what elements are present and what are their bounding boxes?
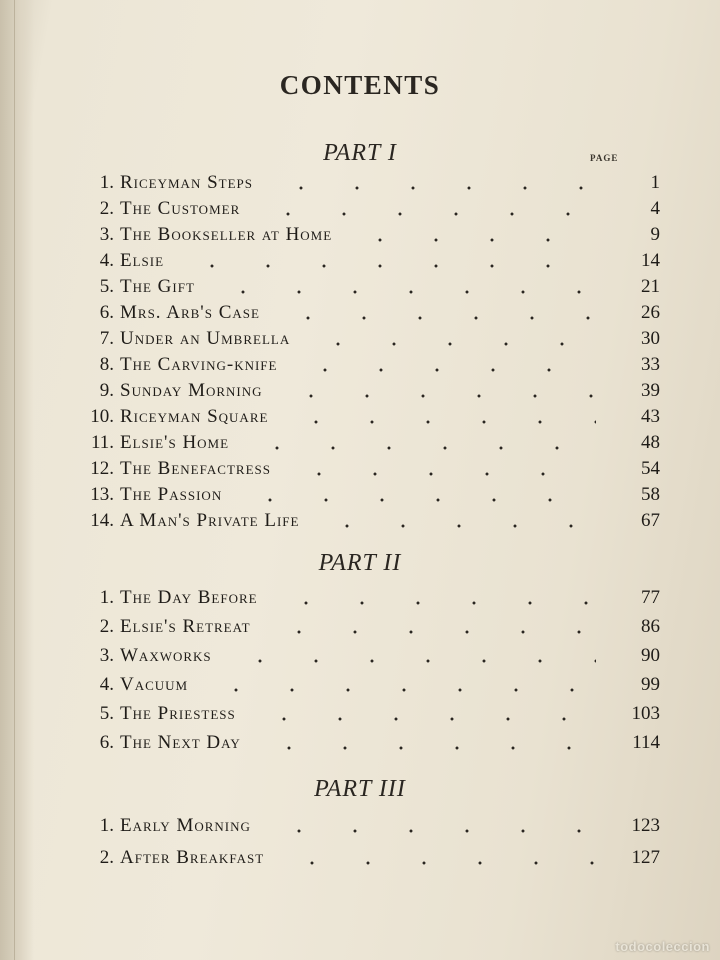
toc-entry <box>60 302 660 328</box>
chapter-page-number: 58 <box>641 484 660 505</box>
chapter-number: 2. <box>99 198 114 219</box>
chapter-number: 7. <box>99 328 114 349</box>
chapter-page-number: 30 <box>641 328 660 349</box>
toc-entry <box>60 847 660 873</box>
dot-leader <box>279 472 596 476</box>
dot-leader <box>276 420 596 424</box>
chapter-title: Riceyman Steps <box>120 172 253 193</box>
toc-entry <box>60 224 660 250</box>
chapter-title: Early Morning <box>120 815 251 836</box>
part-heading: PART I <box>323 140 397 166</box>
toc-entry <box>60 406 660 432</box>
chapter-page-number: 33 <box>641 354 660 375</box>
chapter-page-number: 127 <box>631 847 660 868</box>
dot-leader <box>249 746 596 750</box>
chapter-title: Under an Umbrella <box>120 328 291 349</box>
chapter-number: 14. <box>90 510 114 531</box>
toc-entry <box>60 815 660 841</box>
chapter-page-number: 9 <box>650 224 660 245</box>
part-heading: PART III <box>314 776 406 802</box>
toc-entry <box>60 703 660 729</box>
dot-leader <box>340 238 596 242</box>
toc-entry <box>60 484 660 510</box>
chapter-number: 1. <box>99 172 114 193</box>
chapter-number: 5. <box>99 276 114 297</box>
chapter-number: 3. <box>99 645 114 666</box>
chapter-number: 2. <box>99 616 114 637</box>
chapter-title: The Customer <box>120 198 241 219</box>
toc-entry <box>60 732 660 758</box>
dot-leader <box>244 717 596 721</box>
chapter-page-number: 39 <box>641 380 660 401</box>
chapter-number: 9. <box>99 380 114 401</box>
chapter-number: 1. <box>99 587 114 608</box>
chapter-page-number: 86 <box>641 616 660 637</box>
chapter-number: 4. <box>99 674 114 695</box>
chapter-page-number: 43 <box>641 406 660 427</box>
dot-leader <box>271 394 596 398</box>
chapter-title: The Next Day <box>120 732 241 753</box>
chapter-title: After Breakfast <box>120 847 265 868</box>
dot-leader <box>237 446 596 450</box>
toc-entry <box>60 674 660 700</box>
chapter-title: The Bookseller at Home <box>120 224 333 245</box>
chapter-number: 6. <box>99 732 114 753</box>
chapter-page-number: 114 <box>632 732 660 753</box>
toc-entry <box>60 645 660 671</box>
chapter-title: The Gift <box>120 276 195 297</box>
chapter-number: 13. <box>90 484 114 505</box>
dot-leader <box>268 316 596 320</box>
watermark-logo: todocoleccion <box>615 939 710 954</box>
toc-entry <box>60 587 660 613</box>
chapter-page-number: 21 <box>641 276 660 297</box>
chapter-number: 11. <box>90 432 114 453</box>
chapter-title: Sunday Morning <box>120 380 263 401</box>
dot-leader <box>230 498 596 502</box>
page-column-label: PAGE <box>590 153 619 163</box>
chapter-page-number: 48 <box>641 432 660 453</box>
part-heading: PART II <box>318 550 402 576</box>
chapter-number: 8. <box>99 354 114 375</box>
dot-leader <box>261 186 596 190</box>
chapter-title: Mrs. Arb's Case <box>120 302 260 323</box>
chapter-page-number: 90 <box>641 645 660 666</box>
chapter-number: 2. <box>99 847 114 868</box>
chapter-number: 5. <box>99 703 114 724</box>
dot-leader <box>203 290 596 294</box>
dot-leader <box>266 601 596 605</box>
chapter-page-number: 1 <box>650 172 660 193</box>
dot-leader <box>259 829 596 833</box>
dot-leader <box>196 688 596 692</box>
toc-entry <box>60 172 660 198</box>
chapter-title: A Man's Private Life <box>120 510 300 531</box>
chapter-title: The Carving-knife <box>120 354 278 375</box>
chapter-number: 4. <box>99 250 114 271</box>
chapter-page-number: 67 <box>641 510 660 531</box>
chapter-title: The Day Before <box>120 587 258 608</box>
chapter-number: 12. <box>90 458 114 479</box>
chapter-number: 3. <box>99 224 114 245</box>
chapter-page-number: 77 <box>641 587 660 608</box>
chapter-number: 1. <box>99 815 114 836</box>
toc-entry <box>60 354 660 380</box>
dot-leader <box>285 368 596 372</box>
chapter-page-number: 14 <box>641 250 660 271</box>
chapter-title: The Priestess <box>120 703 236 724</box>
chapter-number: 6. <box>99 302 114 323</box>
chapter-page-number: 99 <box>641 674 660 695</box>
dot-leader <box>272 861 596 865</box>
chapter-page-number: 123 <box>631 815 660 836</box>
chapter-title: The Benefactress <box>120 458 271 479</box>
chapter-title: Waxworks <box>120 645 212 666</box>
toc-entry <box>60 328 660 354</box>
toc-entry <box>60 616 660 642</box>
chapter-title: The Passion <box>120 484 223 505</box>
contents-heading: CONTENTS <box>279 70 441 100</box>
chapter-title: Riceyman Square <box>120 406 269 427</box>
chapter-page-number: 26 <box>641 302 660 323</box>
chapter-page-number: 4 <box>650 198 660 219</box>
dot-leader <box>172 264 596 268</box>
chapter-title: Vacuum <box>120 674 189 695</box>
dot-leader <box>248 212 596 216</box>
chapter-page-number: 103 <box>631 703 660 724</box>
chapter-title: Elsie <box>120 250 165 271</box>
toc-entry <box>60 276 660 302</box>
toc-entry <box>60 432 660 458</box>
chapter-page-number: 54 <box>641 458 660 479</box>
toc-entry <box>60 198 660 224</box>
dot-leader <box>259 630 596 634</box>
chapter-title: Elsie's Home <box>120 432 230 453</box>
dot-leader <box>298 342 596 346</box>
toc-entry <box>60 510 660 536</box>
chapter-title: Elsie's Retreat <box>120 616 251 637</box>
toc-entry <box>60 458 660 484</box>
dot-leader <box>220 659 596 663</box>
toc-entry <box>60 380 660 406</box>
toc-entry <box>60 250 660 276</box>
chapter-number: 10. <box>90 406 114 427</box>
dot-leader <box>307 524 596 528</box>
